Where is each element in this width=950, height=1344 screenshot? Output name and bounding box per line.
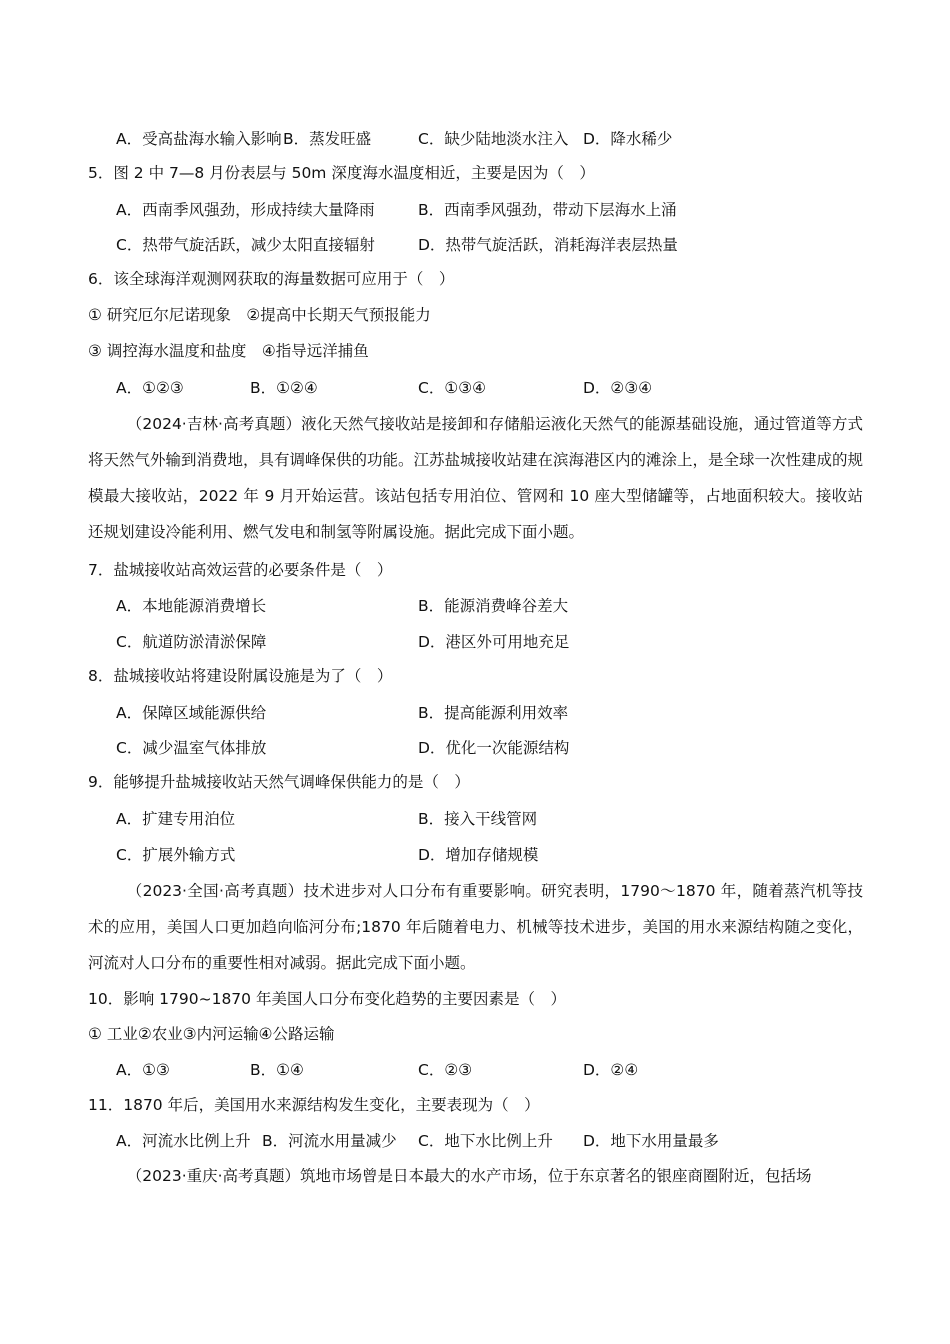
q7-option-d: D．港区外可用地充足: [418, 633, 570, 651]
q5-option-a: A．西南季风强劲，形成持续大量降雨: [116, 201, 375, 219]
question-10-items: ① 工业②农业③内河运输④公路运输: [88, 1025, 335, 1043]
question-6-items-2: ③ 调控海水温度和盐度 ④指导远洋捕鱼: [88, 342, 369, 360]
q11-option-c: C．地下水比例上升: [418, 1132, 553, 1150]
q4-option-b: B．蒸发旺盛: [283, 130, 372, 148]
q6-option-c: C．①③④: [418, 379, 487, 397]
question-10-stem: 10．影响 1790~1870 年美国人口分布变化趋势的主要因素是（ ）: [88, 990, 566, 1008]
question-9-stem: 9．能够提升盐城接收站天然气调峰保供能力的是（ ）: [88, 773, 470, 791]
q4-option-c: C．缺少陆地淡水注入: [418, 130, 569, 148]
q11-option-b: B．河流水用量减少: [262, 1132, 397, 1150]
q10-option-b: B．①④: [250, 1061, 304, 1079]
q11-option-d: D．地下水用量最多: [583, 1132, 719, 1150]
passage-2023-chongqing: （2023·重庆·高考真题）筑地市场曾是日本最大的水产市场，位于东京著名的银座商圈附近，包括场: [126, 1167, 812, 1185]
q7-option-b: B．能源消费峰谷差大: [418, 597, 569, 615]
question-7-stem: 7．盐城接收站高效运营的必要条件是（ ）: [88, 561, 393, 579]
passage-2024-jilin: （2024·吉林·高考真题）液化天然气接收站是接卸和存储船运液化天然气的能源基础设施，通过管道等方式将天然气外输到消费地，具有调峰保供的功能。江苏盐城接收站建在滨海港区内的滩涂上，是全球一次性建成的规模最大接收站，2022 年 9 月开始运营。该站包括专用泊位、管网和 10 座大型储罐等，占地面积较大。接收站还规划建设冷能利用、燃气发电和制氢等附属设施。据此完成下面小题。: [88, 415, 864, 541]
q9-option-b: B．接入干线管网: [418, 810, 538, 828]
q9-option-c: C．扩展外输方式: [116, 846, 236, 864]
q6-option-d: D．②③④: [583, 379, 653, 397]
q5-option-d: D．热带气旋活跃，消耗海洋表层热量: [418, 236, 678, 254]
question-6-stem: 6．该全球海洋观测网获取的海量数据可应用于（ ）: [88, 270, 455, 288]
q10-option-c: C．②③: [418, 1061, 473, 1079]
passage-2023-national: （2023·全国·高考真题）技术进步对人口分布有重要影响。研究表明，1790～1870 年，随着蒸汽机等技术的应用，美国人口更加趋向临河分布;1870 年后随着电力、机械等技术进步，美国的用水来源结构随之变化，河流对人口分布的重要性相对减弱。据此完成下面小题。: [88, 882, 863, 972]
q8-option-c: C．减少温室气体排放: [116, 739, 267, 757]
q4-option-d: D．降水稀少: [583, 130, 673, 148]
q8-option-a: A．保障区域能源供给: [116, 704, 267, 722]
q11-option-a: A．河流水比例上升: [116, 1132, 251, 1150]
q8-option-d: D．优化一次能源结构: [418, 739, 570, 757]
question-11-stem: 11．1870 年后，美国用水来源结构发生变化，主要表现为（ ）: [88, 1096, 540, 1114]
q9-option-a: A．扩建专用泊位: [116, 810, 236, 828]
q7-option-a: A．本地能源消费增长: [116, 597, 267, 615]
q9-option-d: D．增加存储规模: [418, 846, 539, 864]
q4-option-a: A．受高盐海水输入影响: [116, 130, 282, 148]
question-5-stem: 5．图 2 中 7—8 月份表层与 50m 深度海水温度相近，主要是因为（ ）: [88, 164, 595, 182]
q5-option-c: C．热带气旋活跃，减少太阳直接辐射: [116, 236, 375, 254]
q7-option-c: C．航道防淤清淤保障: [116, 633, 267, 651]
question-8-stem: 8．盐城接收站将建设附属设施是为了（ ）: [88, 667, 393, 685]
q10-option-d: D．②④: [583, 1061, 639, 1079]
q6-option-b: B．①②④: [250, 379, 318, 397]
q5-option-b: B．西南季风强劲，带动下层海水上涌: [418, 201, 677, 219]
q10-option-a: A．①③: [116, 1061, 170, 1079]
q8-option-b: B．提高能源利用效率: [418, 704, 569, 722]
question-6-items-1: ① 研究厄尔尼诺现象 ②提高中长期天气预报能力: [88, 306, 431, 324]
q6-option-a: A．①②③: [116, 379, 184, 397]
